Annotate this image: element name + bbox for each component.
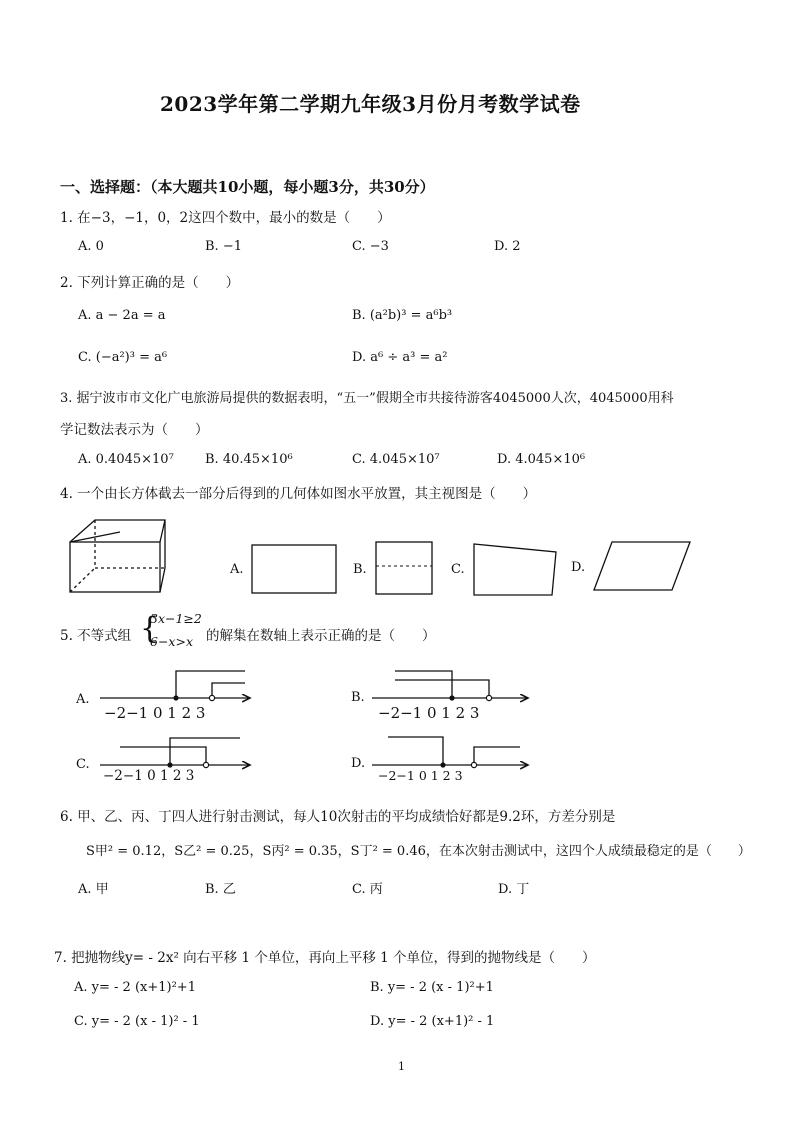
q7-option-c: C. y= - 2 (x - 1)² - 1	[74, 1014, 200, 1029]
q6-option-c: C. 丙	[352, 882, 383, 897]
brace-symbol: {	[140, 611, 160, 646]
q4-option-d-label: D.	[571, 560, 586, 575]
page-number: 1	[398, 1060, 405, 1073]
q6-option-b: B. 乙	[205, 882, 236, 897]
q3-option-d: D. 4.045×10⁶	[497, 452, 586, 467]
q2-option-a: A. a − 2a = a	[78, 308, 166, 323]
q1-option-c: C. −3	[352, 239, 389, 254]
q5-axis-d-ticks: −2−1 0 1 2 3	[378, 768, 463, 783]
q7-option-b: B. y= - 2 (x - 1)²+1	[370, 980, 494, 995]
q2-option-c: C. (−a²)³ = a⁶	[78, 350, 168, 365]
q5-axis-c-ticks: −2−1 0 1 2 3	[103, 768, 195, 784]
q3-option-a: A. 0.4045×10⁷	[78, 452, 174, 467]
question-4-stem: 4. 一个由长方体截去一部分后得到的几何体如图水平放置，其主视图是（ ）	[60, 486, 537, 502]
q6-option-d: D. 丁	[498, 882, 530, 897]
q7-option-d: D. y= - 2 (x+1)² - 1	[370, 1014, 495, 1029]
q5-option-b-label: B.	[351, 690, 365, 705]
question-5-stem-suffix: 的解集在数轴上表示正确的是（ ）	[206, 628, 436, 644]
q5-inequality-1: 3x−1≥2	[150, 611, 202, 626]
section-heading: 一、选择题：（本大题共10小题，每小题3分，共30分）	[60, 178, 435, 196]
question-6-variances: S甲² = 0.12，S乙² = 0.25，S丙² = 0.35，S丁² = 0.46，在本次射击测试中，这四个人成绩最稳定的是（ ）	[86, 844, 751, 859]
q3-option-c: C. 4.045×10⁷	[352, 452, 440, 467]
q5-inequality-2: 6−x>x	[150, 634, 193, 649]
question-3-stem-line1: 3. 据宁波市市文化广电旅游局提供的数据表明，“五一”假期全市共接待游客4045000人次，4045000用科	[60, 391, 674, 406]
q5-axis-a-ticks: −2−1 0 1 2 3	[104, 704, 206, 722]
q1-option-b: B. −1	[205, 239, 242, 254]
q4-option-b-label: B.	[353, 562, 367, 577]
q3-option-b: B. 40.45×10⁶	[205, 452, 293, 467]
question-3-stem-line2: 学记数法表示为（ ）	[60, 422, 209, 438]
q5-option-c-label: C.	[76, 757, 90, 772]
question-7-stem: 7. 把抛物线y= - 2x² 向右平移 1 个单位，再向上平移 1 个单位，得到的抛物线是（ ）	[54, 950, 596, 966]
q4-option-c-label: C.	[451, 562, 465, 577]
page-title: 2023学年第二学期九年级3月份月考数学试卷	[160, 92, 581, 116]
q7-option-a: A. y= - 2 (x+1)²+1	[74, 980, 196, 995]
q5-option-d-label: D.	[351, 756, 366, 771]
q6-option-a: A. 甲	[78, 882, 109, 897]
q2-option-b: B. (a²b)³ = a⁶b³	[352, 308, 453, 323]
q4-option-a-label: A.	[230, 562, 244, 577]
q2-option-d: D. a⁶ ÷ a³ = a²	[352, 350, 448, 365]
q5-axis-b-ticks: −2−1 0 1 2 3	[378, 704, 480, 722]
q1-option-a: A. 0	[78, 239, 104, 254]
question-6-stem: 6. 甲、乙、丙、丁四人进行射击测试，每人10次射击的平均成绩恰好都是9.2环，方差分别是	[60, 809, 616, 825]
q5-option-a-label: A.	[76, 692, 90, 707]
question-1-stem: 1. 在−3，−1，0，2这四个数中，最小的数是（ ）	[60, 210, 391, 226]
question-5-stem-prefix: 5. 不等式组	[60, 628, 132, 644]
question-2-stem: 2. 下列计算正确的是（ ）	[60, 275, 240, 291]
q1-option-d: D. 2	[494, 239, 521, 254]
